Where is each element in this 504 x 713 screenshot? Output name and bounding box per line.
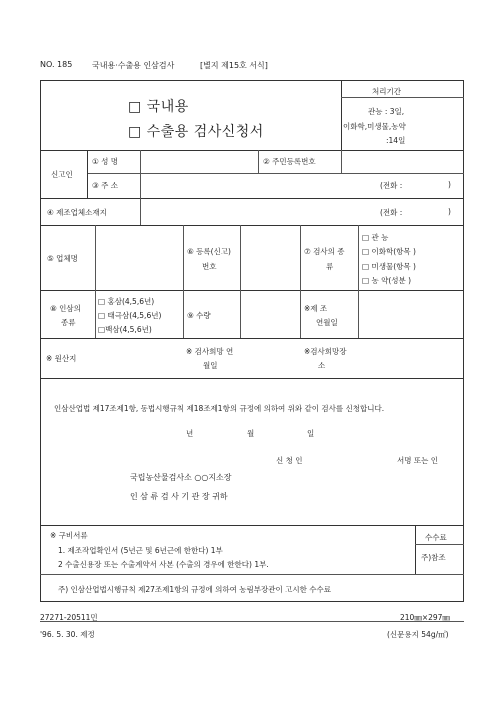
inspection-option-physicochemical[interactable]: □ 이화학(항목 ) xyxy=(362,247,416,256)
signature-label: 서명 또는 인 xyxy=(397,456,438,465)
form-title: 국내용·수출용 인삼검사 xyxy=(92,61,175,70)
applicant-label: 신고인 xyxy=(51,170,73,179)
desired-date-label-2: 월일 xyxy=(203,361,218,370)
col-line xyxy=(358,225,359,338)
name-label: ① 성 명 xyxy=(92,157,118,166)
title-export: □ 수출용 검사신청서 xyxy=(128,124,264,140)
desired-place-label-2: 소 xyxy=(318,361,326,370)
id-number-label: ② 주민등록번호 xyxy=(263,157,316,166)
form-tag: [별지 제15호 서식] xyxy=(200,61,268,70)
fee-reference: 주)참조 xyxy=(421,553,446,562)
footer-size: 210㎜×297㎜ xyxy=(400,613,450,622)
address-phone-close: ) xyxy=(448,180,451,189)
ginseng-type-red[interactable]: □ 홍삼(4,5,6년) xyxy=(98,297,155,306)
document-item-1: 1. 제조작업확인서 (5년근 및 6년근에 한한다) 1부 xyxy=(58,546,223,555)
office-name: 국립농산물검사소 ○○지소장 xyxy=(130,473,232,482)
date-year: 년 xyxy=(186,429,194,438)
row-line xyxy=(40,198,464,199)
address-phone-label: (전화 : xyxy=(380,181,403,190)
col-line xyxy=(183,225,184,338)
processing-label: 처리기간 xyxy=(372,87,401,96)
col-line xyxy=(258,150,259,173)
row-line xyxy=(40,338,464,339)
row-line xyxy=(40,525,464,526)
col-line xyxy=(140,150,141,198)
address-label: ③ 주 소 xyxy=(92,181,118,190)
row-line xyxy=(40,150,464,151)
row-line xyxy=(87,173,464,174)
col-line xyxy=(341,150,342,173)
ginseng-type-taegeuk[interactable]: □ 태극삼(4,5,6년) xyxy=(98,311,162,320)
row-line xyxy=(40,378,464,379)
factory-phone-close: ) xyxy=(448,207,451,216)
processing-line2: 이화학,미생물,농약 xyxy=(343,122,406,131)
processing-divider xyxy=(341,80,342,150)
col-line xyxy=(140,198,141,225)
desired-date-label-1: ※ 검사희망 연 xyxy=(186,347,234,356)
manufacture-date-label-1: ※제 조 xyxy=(304,304,328,313)
col-line xyxy=(240,225,241,338)
form-number: NO. 185 xyxy=(40,60,73,69)
registration-label-1: ⑥ 등록(신고) xyxy=(187,247,231,256)
document-item-2: 2 수출신용장 또는 수출계약서 사본 (수출의 경우에 한한다) 1부. xyxy=(58,560,269,569)
quantity-label: ⑨ 수량 xyxy=(187,311,211,320)
ginseng-type-label-1: ⑧ 인삼의 xyxy=(50,304,81,313)
manufacture-date-label-2: 연월일 xyxy=(316,318,338,327)
inspection-type-label-1: ⑦ 검사의 종 xyxy=(304,247,345,256)
footer-paper: (신문용지 54g/㎡) xyxy=(387,630,449,639)
col-line xyxy=(87,150,88,198)
inspection-option-sensory[interactable]: □ 관 능 xyxy=(362,233,389,242)
date-day: 일 xyxy=(307,429,315,438)
processing-line xyxy=(341,97,464,98)
processing-line1: 관능 : 3일, xyxy=(368,107,405,116)
inspection-option-microbial[interactable]: □ 미생물(항목 ) xyxy=(362,262,416,271)
row-line xyxy=(40,290,464,291)
col-line xyxy=(95,225,96,338)
statement-text: 인삼산업법 제17조제1항, 동법시행규칙 제18조제1항의 규정에 의하여 위와 같이 검사를 신청합니다. xyxy=(54,404,385,413)
origin-label: ※ 원산지 xyxy=(46,354,77,363)
ginseng-type-label-2: 종류 xyxy=(61,318,76,327)
factory-phone-label: (전화 : xyxy=(380,208,403,217)
documents-title: ※ 구비서류 xyxy=(50,531,88,540)
ginseng-type-white[interactable]: □백삼(4,5,6년) xyxy=(98,325,152,334)
processing-line3: :14일 xyxy=(386,136,406,145)
inspection-type-label-2: 류 xyxy=(326,262,334,271)
col-line xyxy=(300,225,301,338)
inspector-name: 인 삼 류 검 사 기 관 장 귀하 xyxy=(130,492,228,501)
row-line xyxy=(40,225,464,226)
factory-location-label: ④ 제조업체소재지 xyxy=(47,208,107,217)
fee-divider xyxy=(415,525,416,574)
inspection-option-pesticide[interactable]: □ 농 약(성분 ) xyxy=(362,276,412,285)
fee-note: 주) 인삼산업법시행규칙 제27조제1항의 규정에 의하여 농림부장관이 고시한 수수료 xyxy=(58,585,332,594)
fee-line xyxy=(415,544,464,545)
fee-label: 수수료 xyxy=(425,533,447,542)
business-name-label: ⑤ 업체명 xyxy=(47,254,78,263)
desired-place-label-1: ※검사희망장 xyxy=(304,347,347,356)
applicant-sign-label: 신 청 인 xyxy=(276,456,303,465)
footer-code: 27271-20511민 xyxy=(40,613,98,622)
title-domestic: □ 국내용 xyxy=(128,99,189,115)
footer-date: '96. 5. 30. 제정 xyxy=(40,630,95,639)
registration-label-2: 번호 xyxy=(202,262,217,271)
row-line xyxy=(40,574,464,575)
date-month: 월 xyxy=(247,429,255,438)
